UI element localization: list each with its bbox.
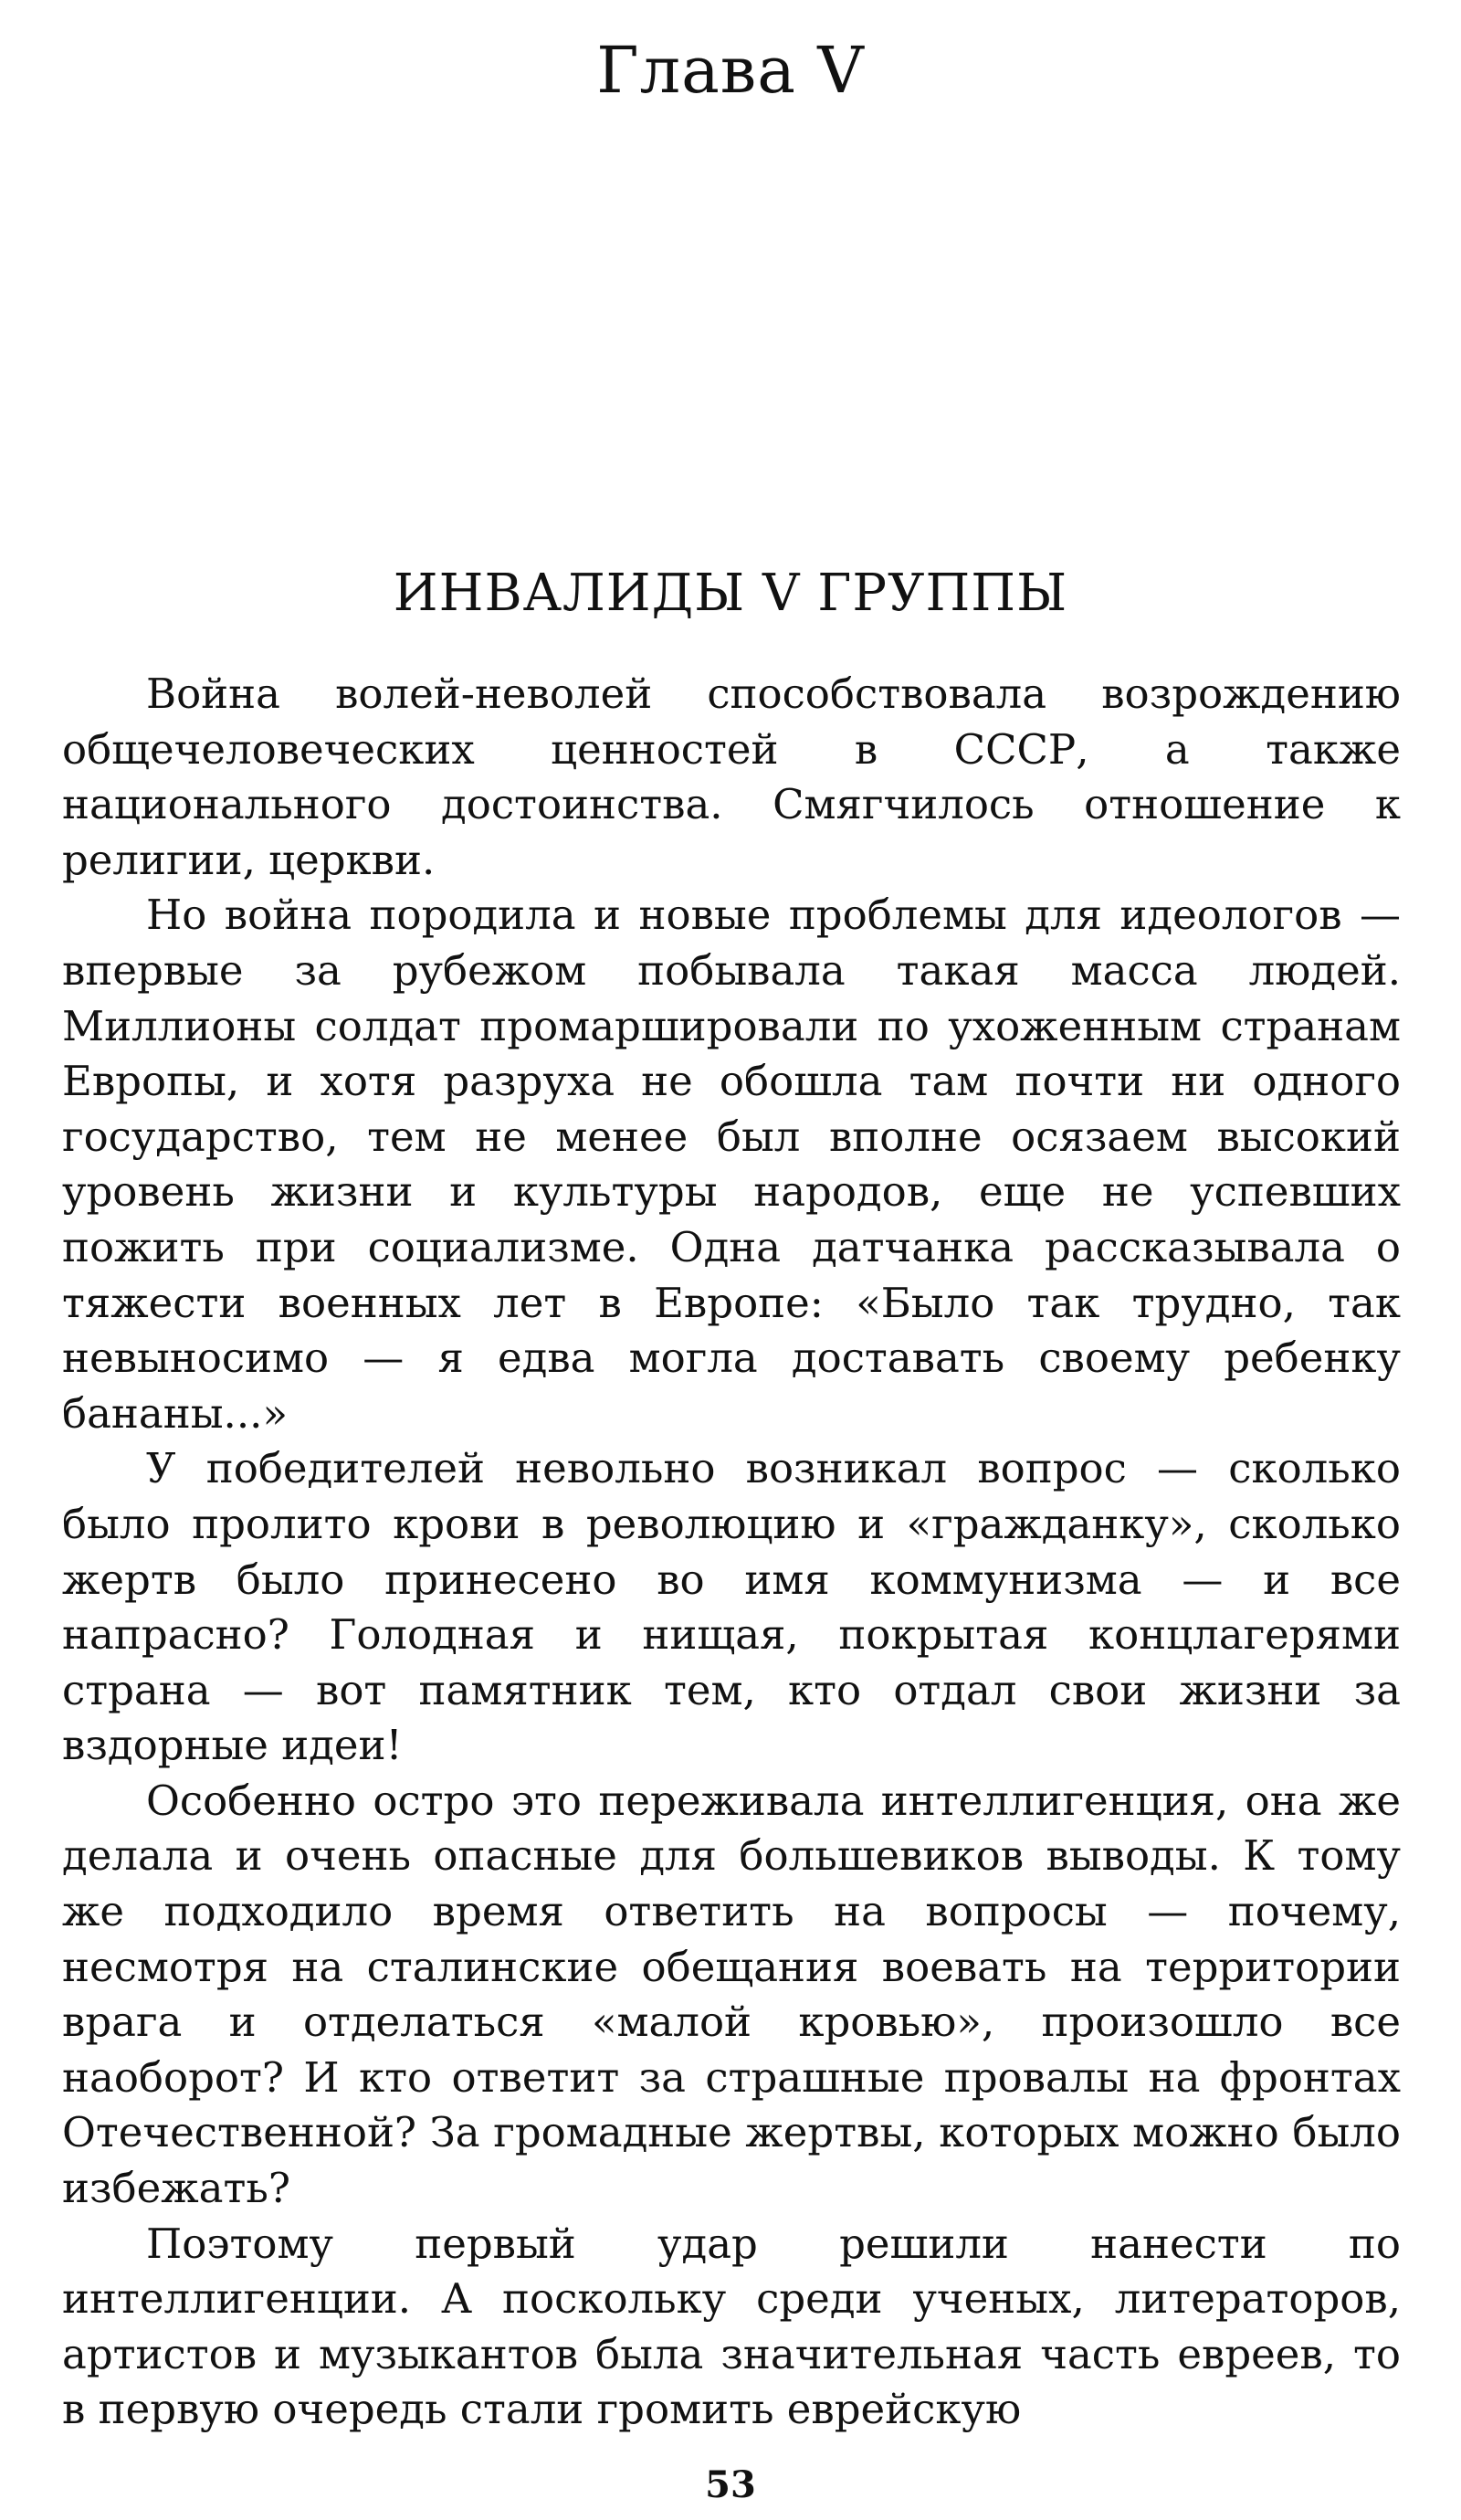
paragraph: Особенно остро это переживала интеллигенция, она же делала и очень опасные для большевиков выводы. К тому же подходило время ответить на вопросы — почему, несмотря на сталинские обещания воевать на территории врага и отделаться «малой кровью», произошло все наоборот? И кто ответит за страшные провалы на фронтах Отечественной? За громадные жертвы, которых можно было избежать?: [62, 1776, 1401, 2213]
body-text: [62, 667, 1401, 2438]
paragraph: Война волей-неволей способствовала возрождению общечеловеческих ценностей в СССР, а также национального достоинства. Смягчилось отношение к религии, церкви.: [62, 670, 1401, 884]
chapter-heading: Глава V: [596, 33, 865, 108]
paragraph: У победителей невольно возникал вопрос — сколько было пролито крови в революцию и «гражданку», сколько жертв было принесено во имя коммунизма — и все напрасно? Голодная и нищая, покрытая концлагерями страна — вот памятник тем, кто отдал свои жизни за вздорные идеи!: [62, 1444, 1401, 1770]
paragraph: Но война породила и новые проблемы для идеологов — впервые за рубежом побывала такая масса людей. Миллионы солдат промаршировали по ухоженным странам Европы, и хотя разруха не обошла там почти ни одного государство, тем не менее был вполне осязаем высокий уровень жизни и культуры народов, еще не успевших пожить при социализме. Одна датчанка рассказывала о тяжести военных лет в Европе: «Было так трудно, так невыносимо — я едва могла доставать своему ребенку бананы...»: [62, 891, 1401, 1438]
page-number: 53: [705, 2463, 756, 2506]
paragraph: Поэтому первый удар решили нанести по интеллигенции. А поскольку среди ученых, литераторов, артистов и музыкантов была значительная часть евреев, то в первую очередь стали громить еврейскую: [62, 2219, 1401, 2434]
section-title: ИНВАЛИДЫ V ГРУППЫ: [393, 564, 1068, 623]
